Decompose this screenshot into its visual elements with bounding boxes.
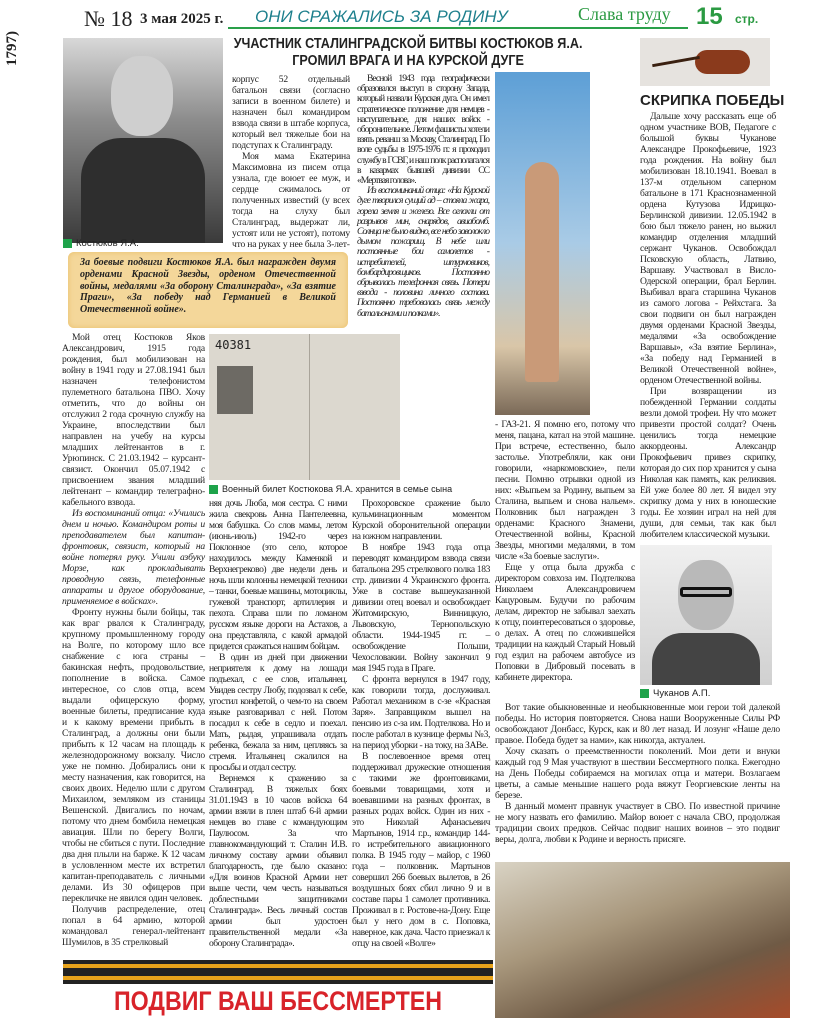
motherland-statue-image	[495, 72, 590, 415]
text-col3	[352, 498, 490, 955]
military-id-caption	[209, 484, 452, 494]
caption-marker-icon	[209, 485, 218, 494]
issue-date: 3 мая 2025 г.	[140, 11, 224, 27]
caption-text: Костюков Я.А.	[76, 238, 139, 249]
paragraph: Из воспоминаний отца: «Учились днем и ночью. Командиром роты и преподавателем был капитан-фронтовик, связист, который на войне потерял руку. Учили азбуку Морзе, как прокладывать проводную связь, телефонные аппараты и другое оборудование, применяемое в войсках».	[62, 508, 205, 607]
paragraph: С фронта вернулся в 1947 году, как говорили тогда, дослуживал. Работал механиком в с-зе «Красная Заря». Заправщиком вышел на пенсию из с-за им. Подтелкова. Но и после работал в кузнице фермы №3, на период уборки - на току, на ЗАВе.	[352, 674, 490, 751]
rubric: ОНИ СРАЖАЛИСЬ ЗА РОДИНУ	[255, 7, 508, 26]
caption-text: Военный билет Костюкова Я.А. хранится в семье сына	[222, 484, 453, 494]
st-george-ribbon	[63, 960, 493, 984]
paragraph: При возвращении из побежденной Германии солдаты везли домой трофеи. Ну что может привезти простой солдат? Очень ценились тогда немецкие аккордеоны. Александр Прокофьевич привез скрипку, которая до сих пор хранится у сына Николая как память, как реликвия. Ей уже более 80 лет. Я видел эту скрипку дома у них в юношеские годы. Ее хозяин играл на ней для души, для семьи, так как был любителем классической музыки.	[640, 386, 776, 540]
text-col1	[62, 332, 205, 954]
paragraph: корпус 52 отдельный батальон связи (согласно записи в военном билете) и назначен был командиром взвода связи в штабе корпуса, который вел тяжелые бои на подступах к Сталинграду.	[232, 74, 350, 151]
paragraph: Моя мама Екатерина Максимовна из писем отца узнала, где воюет ее муж, и сердце сжималось от полученных известий (у всех тогда на слуху был Сталинград, выдержат ли, устоят или не устоят), потому что на руках у нее была 3-лет-	[232, 151, 350, 250]
newspaper-name: Слава труду	[578, 4, 671, 24]
paragraph: В данный момент правнук участвует в СВО. По известной причине не могу назвать его фамилию. Майор воюет с начала СВО, продолжая традиции своих предков. Сейчас подвиг наших воинов – это подвиг веры, долга, любви к Родине и верность присяге.	[495, 801, 780, 845]
paragraph: Из воспоминаний отца: «На Курской дуге творился сущий ад – стояла жара, горела земля и железо. Все оглохли от разрывов мин, снарядов, авиабомб. Солнца не было видно, все небо заволокло дымом пожарищ. В небе шли постоянные бои самолетов - истребителей, штурмовиков, бомбардировщиков. Постоянно обрывалась телефонная связь. Потери взвода - половина личного состава. Постоянно требовалась связь между батальонами и полками».	[357, 185, 489, 319]
footer-slogan: ПОДВИГ ВАШ БЕССМЕРТЕН	[113, 986, 443, 1016]
paragraph: Мой отец Костюков Яков Александрович, 1915 года рождения, был мобилизован на войну в 1941 году и 27.08.1941 был назначен телефонистом пулеметного батальона ПВО. Хочу отметить, что до войны он отслужил 2 года срочную службу на Украине, впоследствии был направлен на учебу на курсы младших лейтенантов в г. Урюпинск. С 21.03.1942 – курсант-связист. Окончил 05.07.1942 с присвоением звания младший лейтенант – командир телеграфно-кабельного взвода.	[62, 332, 205, 508]
text-col2-top	[232, 74, 350, 250]
violin-section-title: СКРИПКА ПОБЕДЫ	[640, 92, 785, 109]
kostyukov-caption	[63, 238, 139, 249]
paragraph: В послевоенное время отец поддерживал дружеские отношения с такими же фронтовиками, боевыми товарищами, хотя и воевавшими на разных фронтах, в разных родах войск. Один из них - это Николай Афанасьевич Мартынов, 1914 г.р., командир 144-го истребительного авиационного полка. В 1945 году – майор, с 1960 года – полковник. Мартынов совершил 266 боевых вылетов, в 26 воздушных боях сбил лично 9 и в составе пары 1 самолет противника. Проживал в г. Ростове-на-Дону. Еще был у него дом в с. Поповка, наверное, как дача. Часто приезжал к отцу на своей «Волге»	[352, 751, 490, 949]
page-suffix: стр.	[735, 12, 759, 26]
paragraph: - ГАЗ-21. Я помню его, потому что меня, пацана, катал на этой машине. При встрече, естественно, было застолье. Употребляли, как они говорили, «наркомовские», пели песни. Помню отрывки одной из них: «Выпьем за Родину, выпьем за Сталина, выпьем и снова нальем». Полковник был награжден 3 орденами: Красного Знамени, Отечественной войны, Красной Звезды, многими медалями, в том числе «За боевые заслуги».	[495, 419, 635, 562]
chukanov-caption	[640, 688, 710, 699]
paragraph: Весной 1943 года географически образовался выступ в сторону Запада, который назвали Курская дуга. Он имел стратегическое положение для немцев - наступательное, для наших войск - оборонительное. Летом фашисты хотели взять реванш за Москву, Сталинград. По воле судьбы в 1975-1976 гг. я проходил службу в ГСВГ, и наш полк располагался в казармах бывшей дивизии СС «Мертвая голова».	[357, 73, 489, 187]
violin-text	[640, 111, 776, 541]
paragraph: няя дочь Люба, моя сестра. С ними жила свекровь Анна Пантелеевна, моя бабушка. Со слов мамы, летом (июнь-июль) 1942-го через Поклонное (это село, которое находилось между Каменкой и Верхнегреково) две недели день и ночь шли колонны немецкой техники – танки, боевые машины, мотоциклы, гужевой транспорт, артиллерия и пехота. Справа шли по ломаном русском языке дороги на Астахов, а она представляла, с какой армадой придется сражаться нашим бойцам.	[209, 498, 347, 652]
paragraph: В ноябре 1943 года отца переводят командиром взвода связи батальона 295 стрелкового полка 183 стр. дивизии 4 Украинского фронта. Уже в составе вышеуказанной дивизии отец воевал и освобождает Житомирскую, Винницкую, Львовскую, Тернопольскую области. 1944-1945 гг. – освобождение Польши, Чехословакии. Войну закончил 9 мая 1945 года в Праге.	[352, 542, 490, 674]
military-id-number: 40381	[215, 338, 252, 352]
caption-text: Чуканов А.П.	[653, 688, 711, 699]
violin-image	[640, 38, 770, 86]
issue-number: № 18	[84, 6, 133, 31]
paragraph: Фронту нужны были бойцы, так как враг рвался к Сталинграду, крупному промышленному городу на Волге, по которому шло все снабжение с юга страны – бакинская нефть, продовольствие, пополнение в войска. Самое интересное, со слов отца, всем выдали офицерскую форму, военные билеты, предписание куда и к какому времени прибыть в Сталинград, а должны они были прибыть к 12 часам на площадь к железнодорожному вокзалу. Число уже не помню. Добирались они к месту назначения, как говорится, на своих двоих. Неделю шли с другом Михаилом, земляком из станицы Вешенской. Двигались по ночам, потому что днем бомбила немецкая авиация. Шли по берегу Волги, чтобы не сбиться с пути. Последние два дня плыли на барже. К 12 часам в условленном месте их встретил капитан-преподаватель с личными делами. Из 30 офицеров при перекличке не явился один человек.	[62, 607, 205, 904]
paragraph: Вот такие обыкновенные и необыкновенные мои герои той далекой победы. Но история повторяется. Снова наши Вооруженные Силы РФ освобождают Донбасс, Курск, как и 80 лет назад. И лозунг «Наше дело правое. Победа будет за нами», как никогда, актуален.	[495, 702, 780, 746]
battle-painting-image	[495, 862, 790, 1018]
paragraph: Прохоровское сражение было кульминационным моментом Курской оборонительной операции на южном направлении.	[352, 498, 490, 542]
article-title: УЧАСТНИК СТАЛИНГРАДСКОЙ БИТВЫ КОСТЮКОВ Я.А. ГРОМИЛ ВРАГА И НА КУРСКОЙ ДУГЕ	[233, 36, 583, 69]
caption-marker-icon	[63, 239, 72, 248]
text-col4	[495, 419, 635, 695]
paragraph: Получив распределение, отец попал в 64 армию, которой командовал генерал-лейтенант Шумилов, в 35 стрелковый	[62, 904, 205, 948]
issue-side-number: 1797)	[4, 31, 20, 66]
military-id-image	[209, 334, 400, 480]
paragraph: Еще у отца была дружба с директором совхоза им. Подтелкова Николаем Александровичем Кацуровым. Будучи по рабочим делам, директор не забывал заехать к отцу, поинтересоваться о здоровье, о делах. А отец по сложившейся традиции на каждый Старый Новый год ездил на рабочем автобусе из Поповки в Дибровый посевать в кабинете директора.	[495, 562, 635, 683]
paragraph: Вернемся к сражению за Сталинград. В тяжелых боях 31.01.1943 в 10 часов войска 64 армии взяли в плен штаб 6-й армии немцев во главе с командующим Паулюсом. За что главнокомандующий т. Сталин И.В. личному составу армии объявил благодарность, где было сказано: «Для воинов Красной Армии нет выше чести, чем честь называться доблестными защитниками Сталинграда». Весь личный состав армии был удостоен правительственной медали «За оборону Сталинграда».	[209, 773, 347, 949]
header-rule	[228, 27, 688, 29]
paragraph: Хочу сказать о преемственности поколений. Мои дети и внуки каждый год 9 Мая участвуют в шествии Бессмертного полка. Ежегодно на День Победы собираемся на могилах отца и матери. Возлагаем цветы, а самые меньшие нашего рода вяжут Георгиевские ленты на березе.	[495, 746, 780, 801]
caption-marker-icon	[640, 689, 649, 698]
highlight-note: За боевые подвиги Костюков Я.А. был награжден двумя орденами Красной Звезды, орденом Отечественной войны, медалями «За оборону Сталинграда», «За взятие Праги», «За победу над Германией в Великой Отечественной войне».	[68, 252, 348, 328]
page-number: 15	[696, 3, 723, 30]
chukanov-photo	[640, 545, 772, 685]
paragraph: В один из дней при движении неприятеля к дому на лошади подъехал, с ее слов, итальянец. Увидев сестру Любу, подозвал к себе, угостил конфетой, о чем-то на своем языке разговаривал с ней. Потом посадил к себе в седло и поехал. Мать, рыдая, упрашивала отдать ребенка, бежала за ним, цепляясь за стремя. Итальянец сжалился на просьбы и отдал сестру.	[209, 652, 347, 773]
text-col2	[209, 498, 347, 955]
paragraph: Дальше хочу рассказать еще об одном участнике ВОВ, Педагоге с большой буквы Чуканове Александре Прокофьевиче, 1923 года рождения. На войну был мобилизован 18.10.1941. Воевал в 137-м отдельном саперном батальоне в 171 Краснознаменной ордена Кутузова Идрицко-Берлинской дивизии. 12.05.1942 в бою был тяжело ранен, но выжил командир отделения младший сержант Чуканов. Освобождал Псковскую область, Латвию, Варшаву. Участвовал в Висло-Одерской операции, брал Берлин. Выбивал врага старшина Чуканов из самого логова - Рейхстага. За свои подвиги он был награжден двумя орденами Красной Звезды, медалями «За освобождение Варшавы», «За взятие Берлина», «За победу над Германией в Великой Отечественной войне», орденом Отечественной войны.	[640, 111, 776, 386]
kostyukov-photo	[63, 38, 223, 243]
text-ending	[495, 702, 780, 856]
